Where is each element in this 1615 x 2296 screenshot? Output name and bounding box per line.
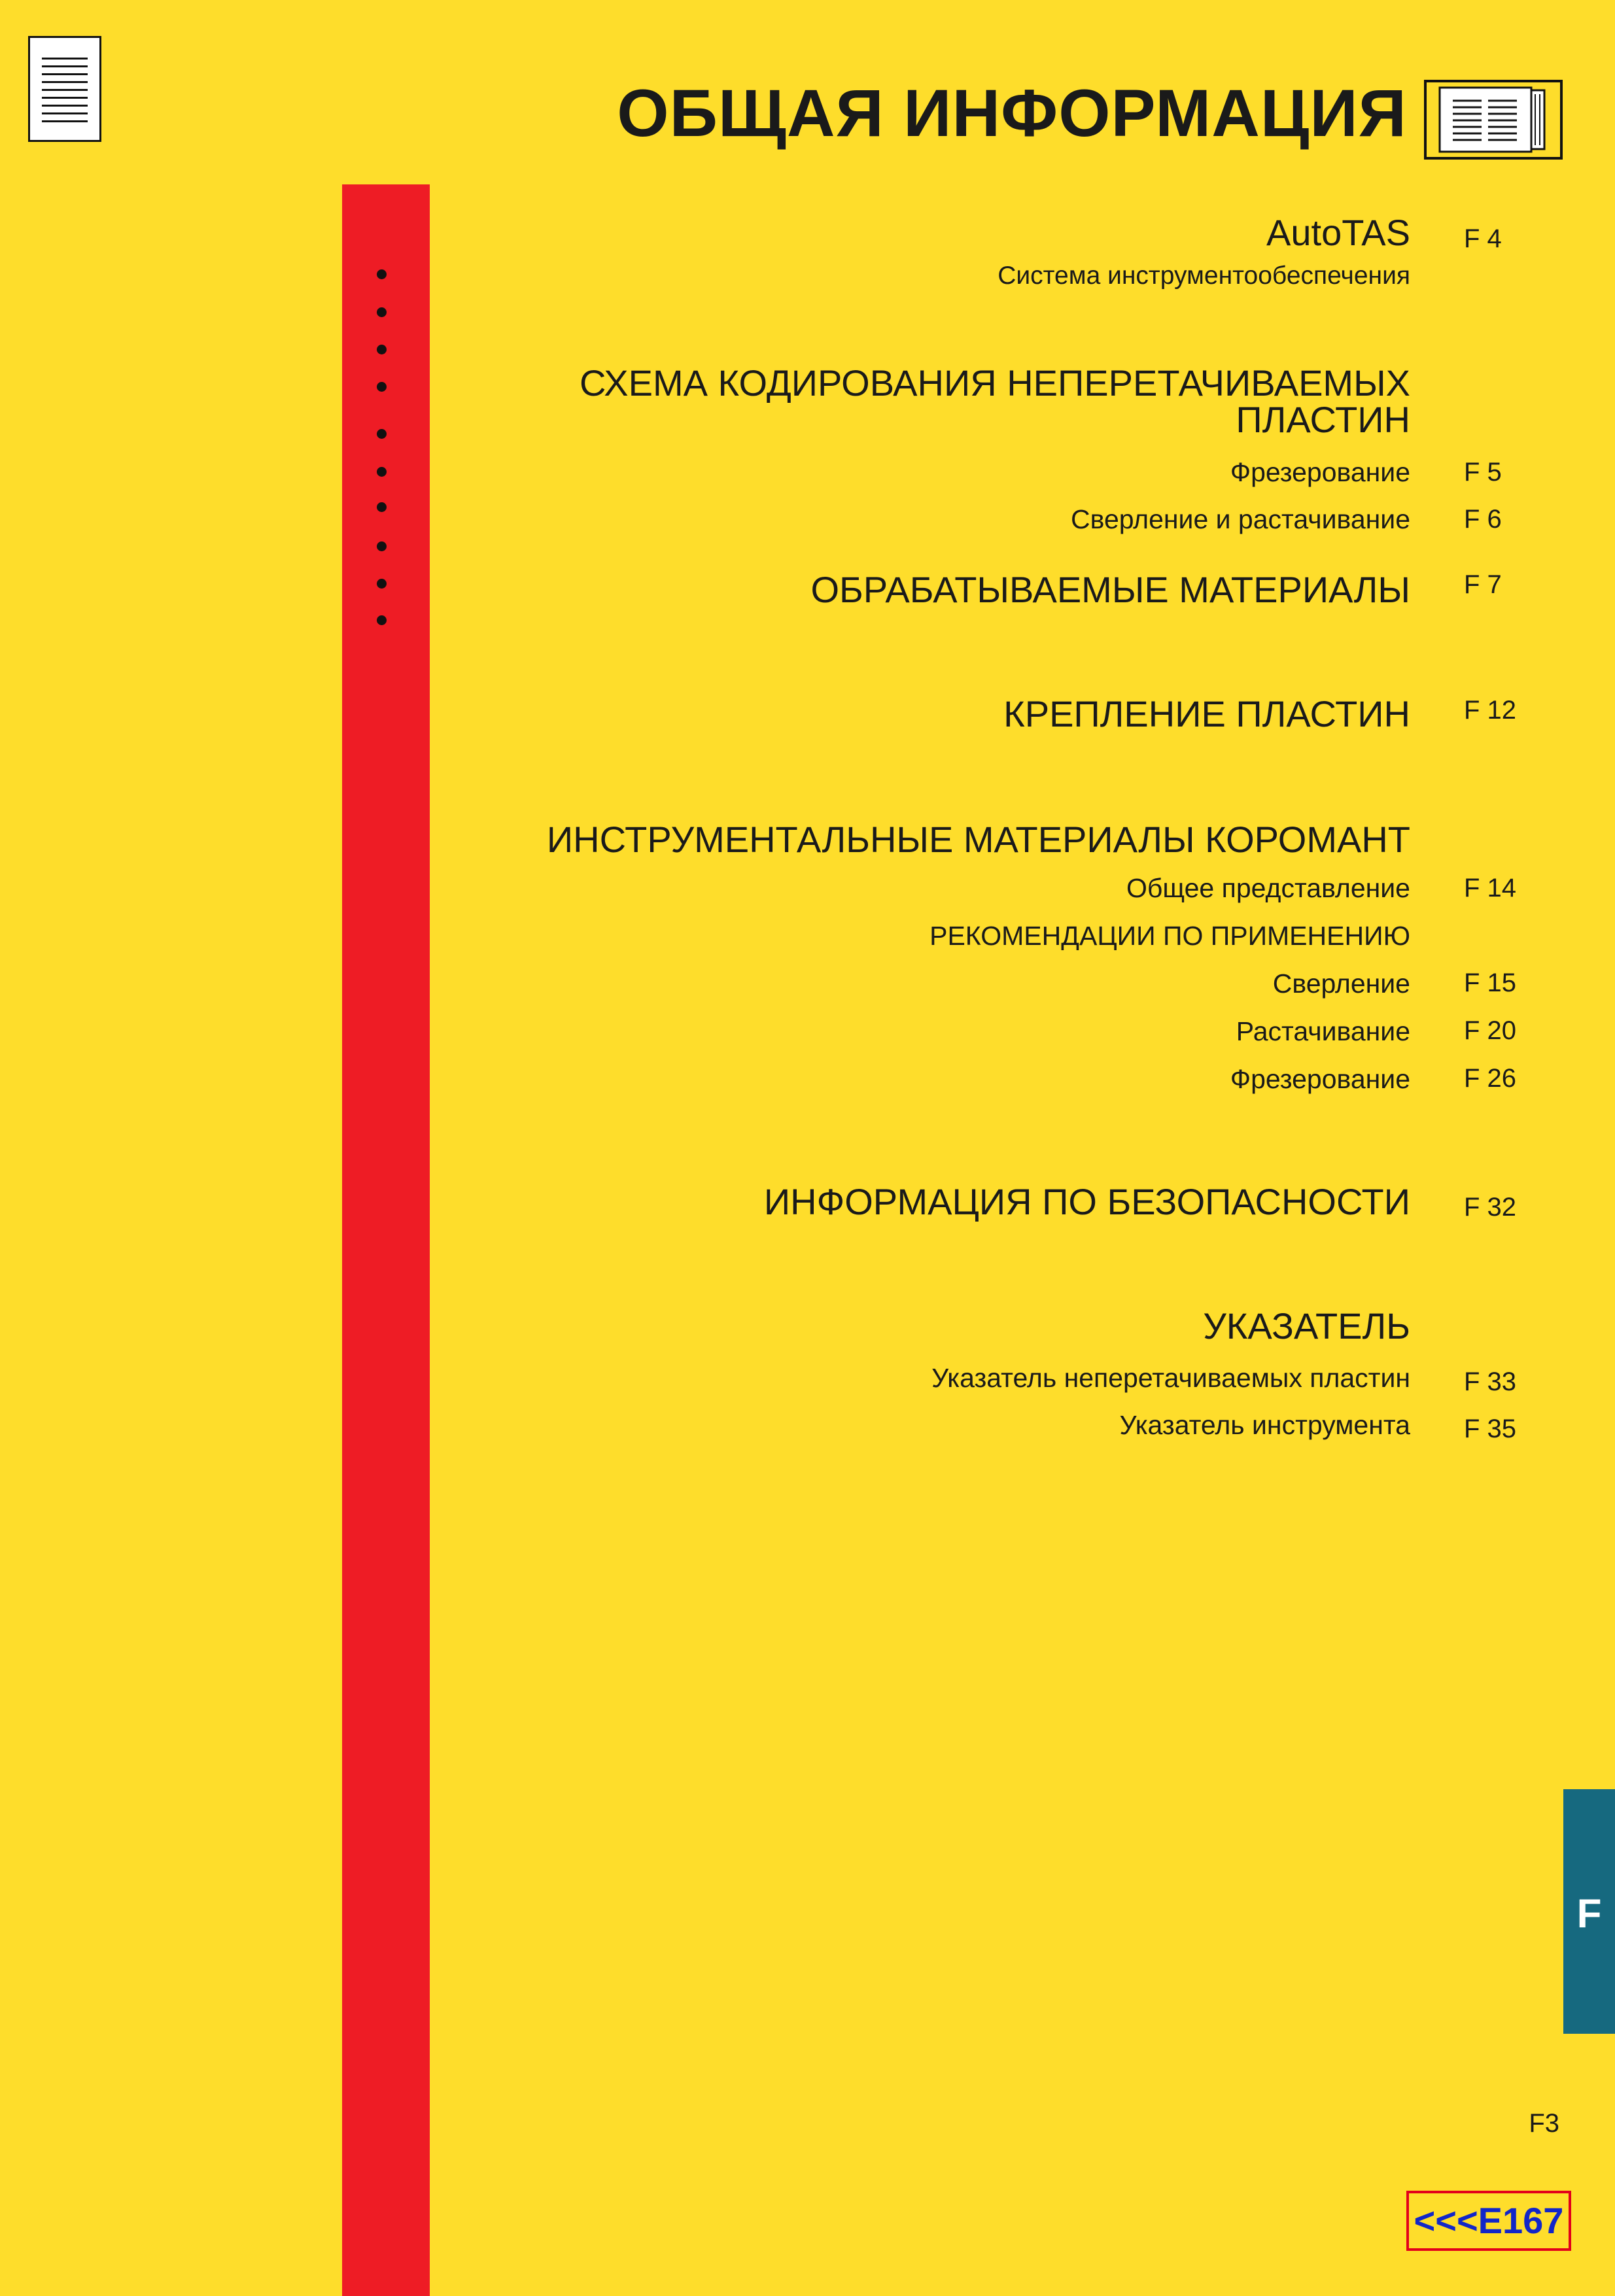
toc-page-grades-overview[interactable]: F 14	[1464, 874, 1517, 902]
toc-item-index-inserts[interactable]: Указатель неперетачиваемых пластин	[931, 1363, 1410, 1393]
toc-item-coding-drilling[interactable]: Сверление и растачивание	[1071, 504, 1410, 534]
bullet-dot	[377, 579, 387, 589]
red-side-bar	[342, 184, 430, 2296]
bullet-dot	[377, 345, 387, 354]
toc-page-grades-milling[interactable]: F 26	[1464, 1064, 1517, 1093]
bullet-dot	[377, 502, 387, 512]
toc-page-materials[interactable]: F 7	[1464, 570, 1502, 599]
page-number: F3	[1529, 2109, 1559, 2138]
toc-page-autotas[interactable]: F 4	[1464, 224, 1502, 253]
toc-section-coding[interactable]: СХЕМА КОДИРОВАНИЯ НЕПЕРЕТАЧИВАЕМЫХ	[579, 362, 1410, 403]
toc-section-safety[interactable]: ИНФОРМАЦИЯ ПО БЕЗОПАСНОСТИ	[763, 1181, 1410, 1222]
section-tab-letter: F	[1576, 1891, 1602, 1936]
bullet-dot	[377, 467, 387, 477]
toc-page-coding-milling[interactable]: F 5	[1464, 458, 1502, 487]
toc-section-clamping[interactable]: КРЕПЛЕНИЕ ПЛАСТИН	[1003, 693, 1410, 734]
toc-page-index-tools[interactable]: F 35	[1464, 1414, 1517, 1443]
bullet-dot	[377, 541, 387, 551]
toc-item-grades-boring[interactable]: Растачивание	[1236, 1016, 1410, 1046]
bullet-dot	[377, 307, 387, 317]
toc-item-grades-milling[interactable]: Фрезерование	[1230, 1064, 1410, 1094]
toc-page-safety[interactable]: F 32	[1464, 1193, 1517, 1222]
toc-page-grades-drilling[interactable]: F 15	[1464, 968, 1517, 997]
toc-subtitle-autotas: Система инструментообеспечения	[998, 262, 1410, 290]
toc-item-coding-milling[interactable]: Фрезерование	[1230, 457, 1410, 487]
toc-subheading-recommendations: РЕКОМЕНДАЦИИ ПО ПРИМЕНЕНИЮ	[929, 921, 1410, 951]
toc-section-grades[interactable]: ИНСТРУМЕНТАЛЬНЫЕ МАТЕРИАЛЫ КОРОМАНТ	[546, 819, 1410, 860]
page-title: ОБЩАЯ ИНФОРМАЦИЯ	[617, 76, 1407, 150]
toc-page-grades-boring[interactable]: F 20	[1464, 1016, 1517, 1045]
toc-section-coding-line2[interactable]: ПЛАСТИН	[1236, 399, 1410, 440]
toc-item-grades-drilling[interactable]: Сверление	[1272, 968, 1410, 999]
document-list-icon[interactable]	[28, 36, 101, 142]
bullet-dot	[377, 269, 387, 279]
toc-page-index-inserts[interactable]: F 33	[1464, 1367, 1517, 1396]
bullet-dot	[377, 429, 387, 439]
toc-section-materials[interactable]: ОБРАБАТЫВАЕМЫЕ МАТЕРИАЛЫ	[810, 569, 1410, 610]
toc-page-clamping[interactable]: F 12	[1464, 696, 1517, 725]
toc-item-grades-overview[interactable]: Общее представление	[1126, 873, 1410, 903]
back-link[interactable]: <<<E167	[1406, 2191, 1571, 2251]
toc-section-index[interactable]: УКАЗАТЕЛЬ	[1203, 1305, 1410, 1346]
toc-item-index-tools[interactable]: Указатель инструмента	[1119, 1410, 1410, 1440]
open-book-icon	[1424, 80, 1563, 160]
toc-section-autotas[interactable]: AutoTAS	[1266, 212, 1410, 253]
bullet-dot	[377, 615, 387, 625]
toc-page-coding-drilling[interactable]: F 6	[1464, 505, 1502, 534]
bullet-dot	[377, 382, 387, 392]
section-tab-f[interactable]	[1563, 1789, 1615, 2034]
